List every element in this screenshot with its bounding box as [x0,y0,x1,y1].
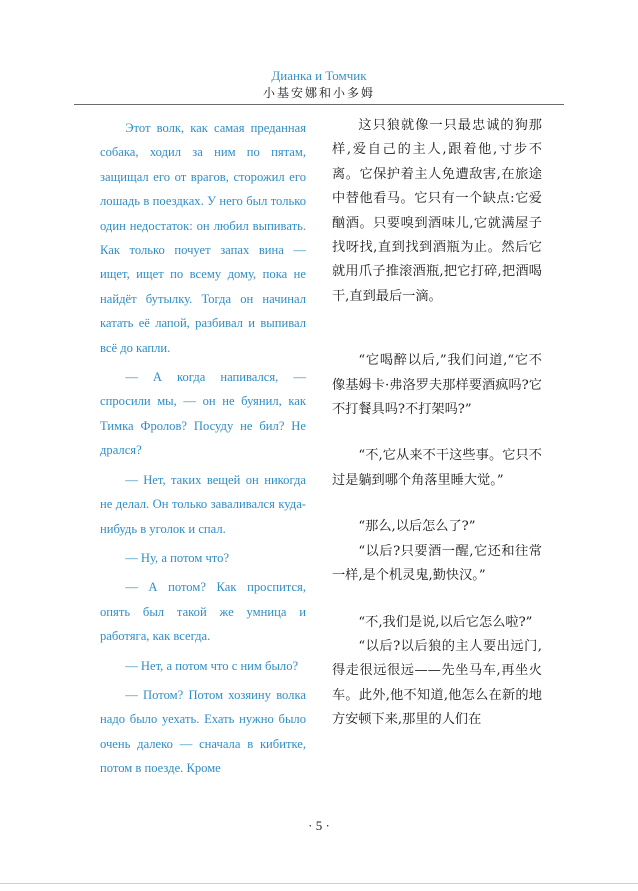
chinese-column [332,114,542,733]
zh-paragraph-7: “以后?以后狼的主人要出远门,得走很远很远——先坐马车,再坐火车。此外,他不知道,他怎么在新的地方安顿下来,那里的人们在 [332,638,542,728]
zh-spacer [332,589,542,611]
header-title-ru: Дианка и Томчик [271,68,367,83]
zh-paragraph-4: “那么,以后怎么了?” [358,519,476,535]
ru-paragraph-2: — А когда напивался, — спросили мы, — он не буянил, как Тимка Фролов? Посуду не бил? Не дрался? [100,370,306,458]
zh-spacer [332,493,542,515]
page-number: · 5 · [308,818,330,833]
zh-paragraph-1: 这只狼就像一只最忠诚的狗那样,爱自己的主人,跟着他,寸步不离。它保护着主人免遭敌害,在旅途中替他看马。它只有一个缺点:它爱酗酒。只要嗅到酒味儿,它就满屋子找呀找,直到找到酒瓶为止。然后它就用爪子推滚酒瓶,把它打碎,把酒喝干,直到最后一滴。 [332,118,542,304]
zh-spacer [332,309,542,349]
zh-spacer [332,422,542,444]
running-header [0,68,638,101]
footer-rule [0,883,638,884]
ru-paragraph-4: — Ну, а потом что? [125,550,230,565]
zh-paragraph-6: “不,我们是说,以后它怎么啦?” [358,614,533,630]
ru-paragraph-5: — А потом? Как проспится, опять был такой же умница и работяга, как всегда. [100,580,306,644]
zh-paragraph-2: “它喝醉以后,”我们问道,“它不像基姆卡·弗洛罗夫那样要酒疯吗?它不打餐具吗?不打架吗?” [332,353,542,418]
ru-paragraph-3: — Нет, таких вещей он никогда не делал. Он только заваливался куда-нибудь в уголок и спал. [100,472,306,536]
ru-paragraph-1: Этот волк, как самая преданная собака, ходил за ним по пятам, защищал его от врагов, сторожил его лошадь в поездках. У него был только один недостаток: он любил выпивать. Как только почует запах вина — ищет, ищет по всему дому, пока не найдёт бутылку. Тогда он начинал катать её лапой, разбивал и выпивал всё до капли. [100,121,306,355]
header-title-zh: 小基安娜和小多姆 [262,86,375,100]
russian-column [100,116,306,786]
header-rule [74,104,564,105]
zh-paragraph-5: “以后?只要酒一醒,它还和往常一样,是个机灵鬼,勤快汉。” [332,543,542,584]
ru-paragraph-6: — Нет, а потом что с ним было? [125,658,299,673]
ru-paragraph-7: — Потом? Потом хозяину волка надо было уехать. Ехать нужно было очень далеко — сначала в кибитке, потом в поезде. Кроме [100,687,306,776]
zh-paragraph-3: “不,它从来不干这些事。它只不过是躺到哪个角落里睡大觉。” [332,448,542,488]
